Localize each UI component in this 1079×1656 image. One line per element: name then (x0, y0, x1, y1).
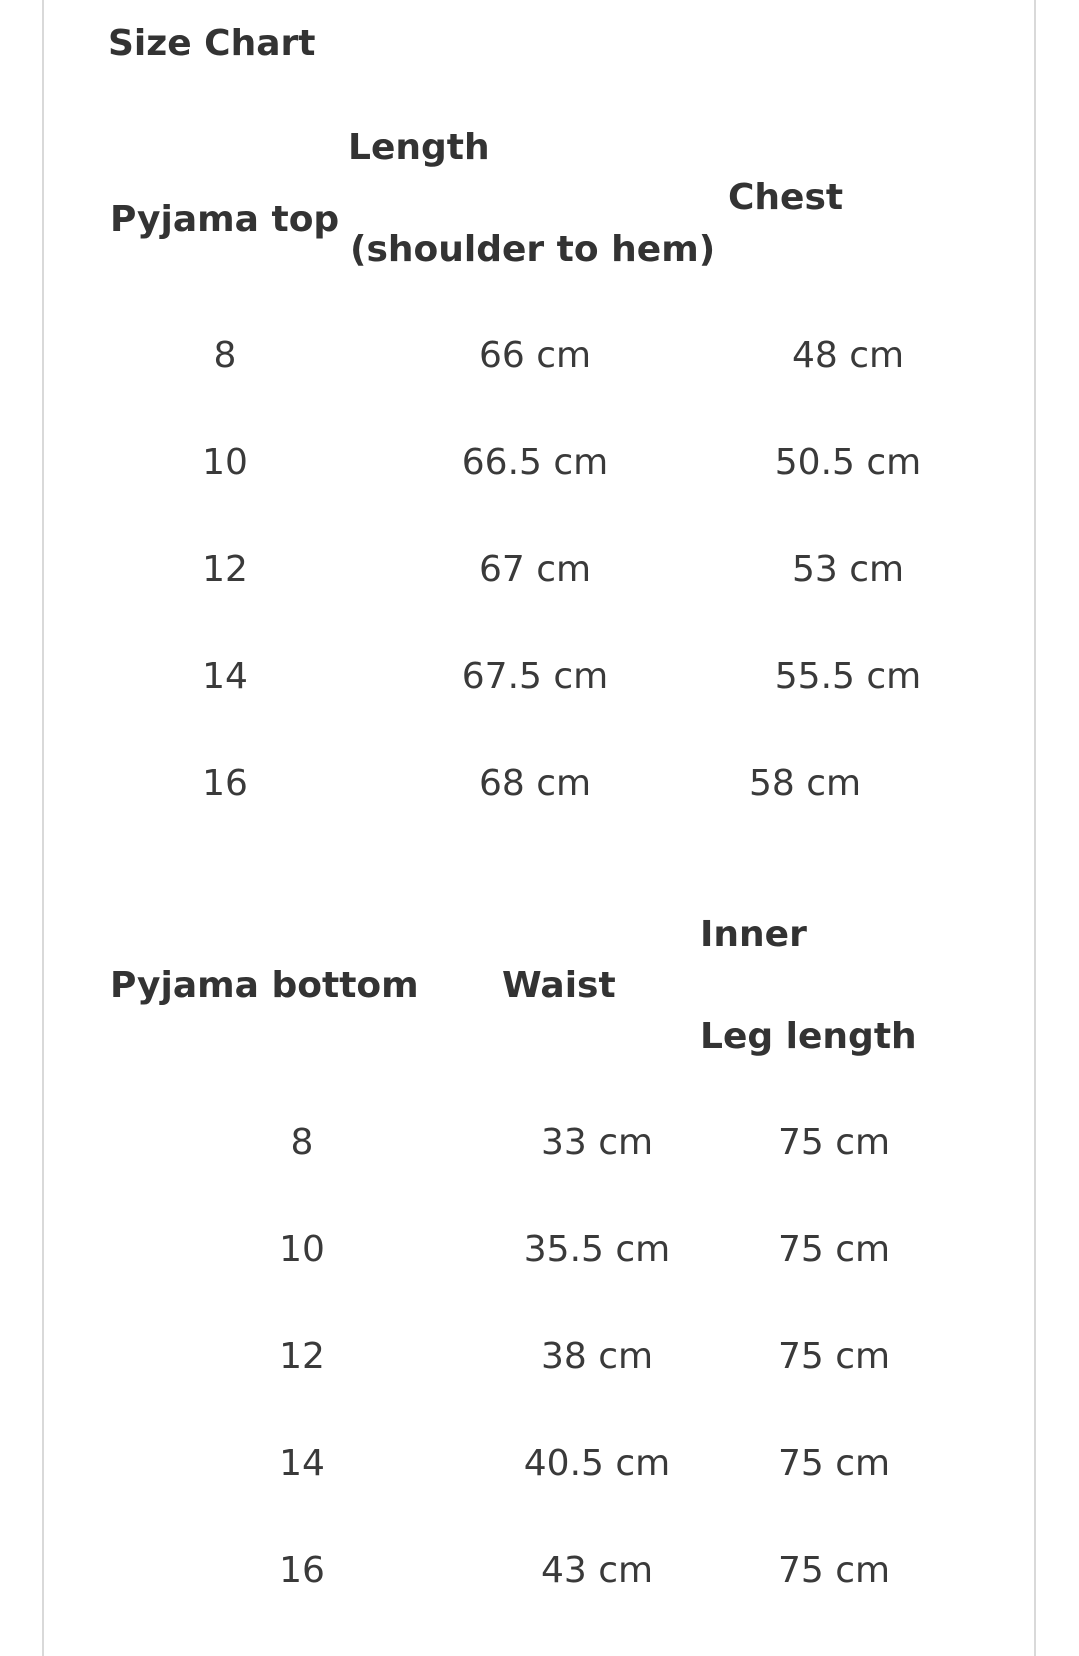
bottom-header-waist: Waist (502, 965, 616, 1006)
bottom-cell-leg: 75 cm (777, 1229, 891, 1270)
top-header-length-sub: (shoulder to hem) (350, 229, 716, 270)
top-cell-chest: 50.5 cm (774, 442, 922, 483)
bottom-cell-waist: 38 cm (540, 1336, 654, 1377)
bottom-cell-waist: 35.5 cm (523, 1229, 671, 1270)
top-header-pyjama-top: Pyjama top (110, 199, 340, 240)
top-cell-size: 14 (202, 656, 248, 697)
bottom-cell-size: 16 (279, 1550, 325, 1591)
top-cell-length: 68 cm (478, 763, 592, 804)
bottom-cell-waist: 43 cm (540, 1550, 654, 1591)
bottom-cell-leg: 75 cm (777, 1443, 891, 1484)
top-header-chest: Chest (728, 177, 844, 218)
top-cell-length: 66 cm (478, 335, 592, 376)
top-cell-size: 16 (202, 763, 248, 804)
top-cell-length: 67 cm (478, 549, 592, 590)
top-cell-size: 12 (202, 549, 248, 590)
bottom-cell-size: 10 (279, 1229, 325, 1270)
bottom-cell-size: 8 (290, 1122, 314, 1163)
top-cell-chest: 55.5 cm (774, 656, 922, 697)
top-cell-size: 8 (213, 335, 237, 376)
bottom-cell-size: 14 (279, 1443, 325, 1484)
bottom-header-pyjama-bottom: Pyjama bottom (110, 965, 419, 1006)
bottom-header-leg-length: Leg length (700, 1016, 917, 1057)
top-cell-size: 10 (202, 442, 248, 483)
page-title: Size Chart (108, 23, 316, 64)
top-cell-chest: 58 cm (748, 763, 862, 804)
bottom-cell-leg: 75 cm (777, 1550, 891, 1591)
bottom-cell-waist: 33 cm (540, 1122, 654, 1163)
bottom-cell-waist: 40.5 cm (523, 1443, 671, 1484)
bottom-header-inner: Inner (700, 914, 807, 955)
top-header-length: Length (348, 127, 490, 168)
bottom-cell-leg: 75 cm (777, 1122, 891, 1163)
top-cell-length: 66.5 cm (461, 442, 609, 483)
top-cell-chest: 48 cm (791, 335, 905, 376)
bottom-cell-leg: 75 cm (777, 1336, 891, 1377)
bottom-cell-size: 12 (279, 1336, 325, 1377)
top-cell-length: 67.5 cm (461, 656, 609, 697)
top-cell-chest: 53 cm (791, 549, 905, 590)
